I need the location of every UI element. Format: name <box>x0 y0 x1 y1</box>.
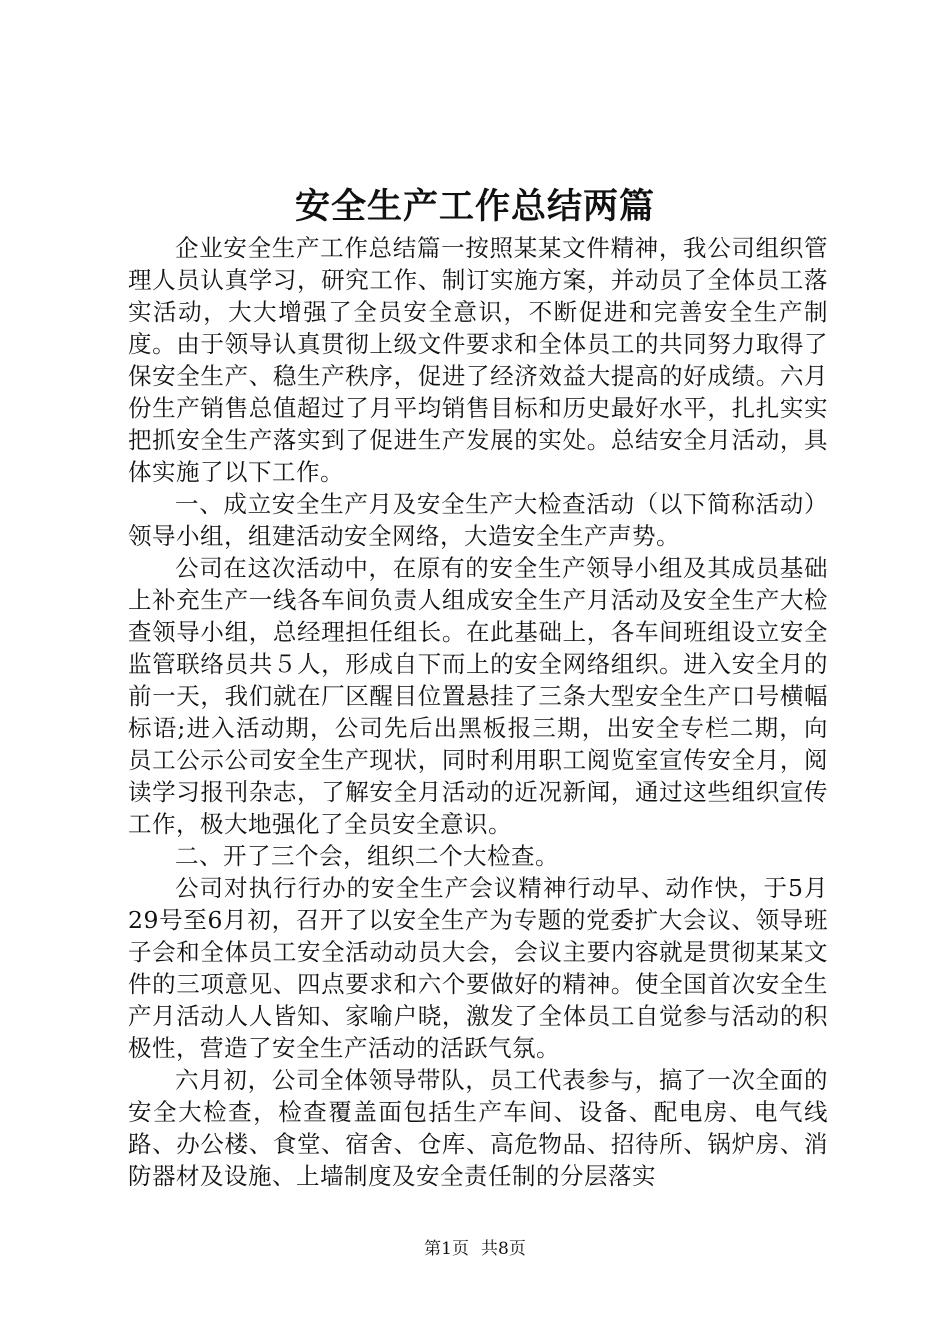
page-total: 共8页 <box>481 1239 526 1259</box>
paragraph: 企业安全生产工作总结篇一按照某某文件精神，我公司组织管理人员认真学习，研究工作、制订实施方案，并动员了全体员工落实活动，大大增强了全员安全意识，不断促进和完善安全生产制度。由于领导认真贯彻上级文件要求和全体员工的共同努力取得了保安全生产、稳生产秩序，促进了经济效益大提高的好成绩。六月份生产销售总值超过了月平均销售目标和历史最好水平，扎扎实实把抓安全生产落实到了促进生产发展的实处。总结安全月活动，具体实施了以下工作。 <box>128 234 828 486</box>
paragraph: 二、开了三个会，组织二个大检查。 <box>175 842 559 870</box>
page-footer <box>0 1237 950 1261</box>
page-number: 第1页 <box>424 1239 469 1259</box>
paragraph: 一、成立安全生产月及安全生产大检查活动（以下简称活动）领导小组，组建活动安全网络，大造安全生产声势。 <box>128 490 828 550</box>
paragraph: 公司对执行行办的安全生产会议精神行动早、动作快，于5月29号至6月初，召开了以安全生产为专题的党委扩大会议、领导班子会和全体员工安全活动动员大会，会议主要内容就是贯彻某某文件的三项意见、四点要求和六个要做好的精神。使全国首次安全生产月活动人人皆知、家喻户晓，激发了全体员工自觉参与活动的积极性，营造了安全生产活动的活跃气氛。 <box>128 874 828 1062</box>
paragraph: 六月初，公司全体领导带队，员工代表参与，搞了一次全面的安全大检查，检查覆盖面包括生产车间、设备、配电房、电气线路、办公楼、食堂、宿舍、仓库、高危物品、招待所、锅炉房、消防器材及设施、上墙制度及安全责任制的分层落实 <box>128 1066 828 1190</box>
document-title: 安全生产工作总结两篇 <box>294 187 655 227</box>
document-body <box>128 232 828 1192</box>
paragraph: 公司在这次活动中，在原有的安全生产领导小组及其成员基础上补充生产一线各车间负责人组成安全生产月活动及安全生产大检查领导小组，总经理担任组长。在此基础上，各车间班组设立安全监管联络员共５人，形成自下而上的安全网络组织。进入安全月的前一天，我们就在厂区醒目位置悬挂了三条大型安全生产口号横幅标语;进入活动期，公司先后出黑板报三期，出安全专栏二期，向员工公示公司安全生产现状，同时利用职工阅览室宣传安全月，阅读学习报刊杂志，了解安全月活动的近况新闻，通过这些组织宣传工作，极大地强化了全员安全意识。 <box>128 554 828 838</box>
